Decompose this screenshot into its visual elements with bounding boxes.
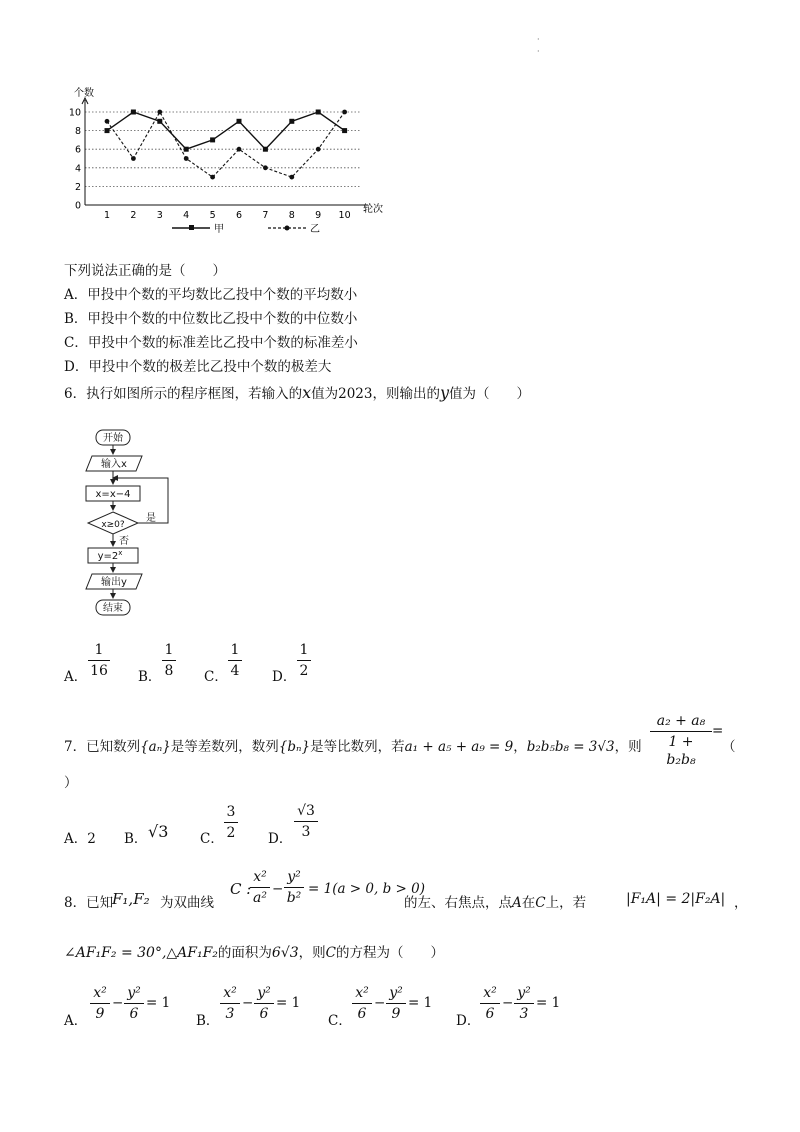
x-tick-label-8: 8: [288, 210, 295, 221]
q8-opt-d-frac2: [514, 984, 534, 1023]
point-a-10: [342, 128, 347, 133]
q8-opt-c-x2: x²: [355, 985, 369, 1001]
q8-opt-b-d1: 3: [225, 1006, 235, 1022]
q7-opt-c-den: 2: [226, 825, 236, 841]
y-tick-label-8: 8: [74, 126, 81, 138]
q7-stem: [64, 738, 642, 756]
chart-axes: [82, 98, 368, 205]
point-a-1: [105, 128, 110, 133]
q7-equals: =: [712, 723, 724, 739]
q6-opt-b-den: 8: [164, 663, 174, 679]
flow-no: 否: [119, 536, 129, 547]
q8-comma: ，: [734, 895, 748, 911]
point-b-5: [210, 175, 215, 180]
chart-ticks: [69, 108, 351, 222]
point-a-5: [210, 137, 215, 142]
series-line-a: [107, 112, 345, 149]
q6-stem-part1: 6．执行如图所示的程序框图，若输入的: [64, 386, 303, 402]
q8-opt-c-d1: 6: [357, 1006, 367, 1022]
q5-option-d: D．甲投中个数的极差比乙投中个数的极差大: [64, 359, 332, 375]
legend-marker-b: [285, 226, 290, 231]
q8-opt-a-minus: −: [112, 995, 124, 1011]
x-tick-label-9: 9: [315, 210, 322, 221]
q8-part8: 的方程为（ ）: [336, 945, 445, 961]
point-a-4: [184, 147, 189, 152]
y-tick-label-0: 0: [74, 200, 81, 212]
point-a-9: [316, 110, 321, 115]
q8-frac-x: [250, 868, 270, 907]
q8-opt-a-x2: x²: [93, 985, 107, 1001]
flowchart: [76, 426, 186, 618]
point-a-8: [289, 119, 294, 124]
x-tick-label-3: 3: [156, 210, 163, 221]
q7-cond2: b₂b₅b₈ = 3√3: [526, 739, 615, 755]
flow-y-base: y=2: [97, 551, 119, 562]
q8-opt-d-frac1: [480, 984, 500, 1023]
q8-opt-c-y2: y²: [389, 985, 403, 1001]
q8-part2: 为双曲线: [160, 895, 214, 911]
flow-yes: 是: [146, 513, 156, 524]
q8-part6: 的面积为: [217, 945, 272, 961]
q6-opt-c-label: C．: [204, 669, 228, 685]
y-tick-label-10: 10: [68, 107, 81, 119]
q8-curve-c: C: [535, 895, 546, 911]
q7-paren-open: （: [722, 739, 736, 755]
q8-line1-rest: [404, 894, 586, 912]
q6-stem-part3: 值为（ ）: [449, 386, 531, 402]
q8-opt-d-d1: 6: [485, 1006, 495, 1022]
flow-end: 结束: [103, 603, 123, 614]
q6-opt-c-frac: [228, 641, 242, 680]
q8-opt-d-eq: = 1: [536, 995, 561, 1011]
q8-opt-a-y2: y²: [127, 985, 141, 1001]
q7-opt-d-den: 3: [301, 824, 311, 840]
q8-opt-c-d2: 9: [391, 1006, 401, 1022]
q6-opt-a-label: A．: [64, 669, 88, 685]
flow-y-exp: x: [118, 549, 123, 557]
flow-y-assign: [98, 549, 123, 562]
q8-part7: ，则: [298, 945, 326, 961]
q8-foci: F₁,F₂: [112, 890, 150, 908]
q8-opt-b-frac2: [254, 984, 274, 1023]
q8-opt-c-frac1: [352, 984, 372, 1023]
q7-opt-c-num: 3: [226, 804, 236, 820]
q5-option-a: A．甲投中个数的平均数比乙投中个数的平均数小: [64, 287, 358, 303]
line-chart: [60, 84, 390, 236]
q7-frac-num: a₂ + a₈: [656, 713, 706, 729]
q8-angle: ∠AF₁F₂ = 30°,△AF₁F₂: [64, 945, 218, 961]
q8-a2: a²: [253, 890, 267, 906]
x-tick-label-6: 6: [235, 210, 243, 221]
point-b-3: [157, 110, 162, 115]
series-line-b: [107, 112, 345, 177]
q7-opt-d-label: D．: [268, 831, 293, 847]
q7-part1: 7．已知数列: [64, 739, 141, 755]
q8-opt-b-frac1: [220, 984, 240, 1023]
q7-seq-a: {aₙ}: [140, 739, 171, 755]
flow-start: 开始: [103, 433, 123, 444]
q8-opt-b-x2: x²: [223, 985, 237, 1001]
legend-marker-a: [189, 225, 194, 230]
q7-opt-b-label: B．: [124, 831, 148, 847]
q7-cond1: a₁ + a₅ + a₉ = 9: [404, 739, 514, 755]
q6-opt-d-num: 1: [299, 642, 309, 658]
q7-part2: 是等差数列，数列: [170, 739, 279, 755]
x-tick-label-4: 4: [183, 210, 190, 221]
q8-opt-c-frac2: [386, 984, 406, 1023]
q8-part3: 的左、右焦点，点: [404, 895, 512, 911]
q5-option-b: B．甲投中个数的中位数比乙投中个数的中位数小: [64, 311, 358, 327]
q8-minus: −: [272, 881, 284, 897]
q8-opt-d-y2: y²: [517, 985, 531, 1001]
q8-point-a: A: [512, 895, 522, 911]
q7-option-a: A．2: [64, 831, 96, 847]
x-tick-label-1: 1: [103, 210, 111, 221]
q6-opt-a-frac: [88, 641, 110, 680]
q5-stem: 下列说法正确的是（ ）: [64, 263, 226, 279]
q8-opt-b-y2: y²: [257, 985, 271, 1001]
flow-assign: x=x−4: [95, 489, 131, 500]
q8-opt-a-eq: = 1: [146, 995, 171, 1011]
q8-opt-a-frac2: [124, 984, 144, 1023]
q7-part4: ，则: [614, 739, 642, 755]
q8-opt-c-label: C．: [328, 1013, 352, 1029]
q8-part5: 上，若: [545, 895, 587, 911]
point-b-4: [184, 156, 189, 161]
x-tick-label-2: 2: [130, 210, 137, 221]
q6-stem-part2: 值为2023，则输出的: [311, 386, 440, 402]
q8-opt-d-x2: x²: [483, 985, 497, 1001]
q8-opt-b-label: B．: [196, 1013, 220, 1029]
q8-line2: [64, 944, 444, 962]
q8-opt-c-eq: = 1: [408, 995, 433, 1011]
chart-series: [105, 110, 348, 180]
y-tick-label-4: 4: [74, 163, 81, 175]
q5-option-c: C．甲投中个数的标准差比乙投中个数的标准差小: [64, 335, 358, 351]
q8-b2: b²: [286, 890, 302, 906]
q6-var-x: x: [302, 383, 312, 402]
corner-dots: · ·: [537, 35, 540, 56]
q8-part4: 在: [521, 895, 536, 911]
point-a-2: [131, 110, 136, 115]
q7-paren-close: ）: [64, 775, 78, 791]
q8-curve: C :: [230, 880, 252, 898]
y-tick-label-2: 2: [74, 181, 81, 193]
point-b-2: [131, 156, 136, 161]
q7-opt-b-val: √3: [148, 822, 169, 841]
q8-opt-d-d2: 3: [519, 1006, 529, 1022]
q8-opt-a-d2: 6: [129, 1006, 139, 1022]
point-a-6: [237, 119, 242, 124]
q8-x2: x²: [253, 869, 267, 885]
q6-opt-c-den: 4: [230, 663, 240, 679]
q7-part3: 是等比数列，若: [310, 739, 405, 755]
q7-opt-c-frac: [224, 803, 238, 842]
q6-var-y: y: [439, 383, 450, 402]
q8-curve-c2: C: [325, 945, 337, 961]
q8-frac-y: [284, 868, 304, 907]
legend-label-b: 乙: [310, 224, 320, 235]
point-a-7: [263, 147, 268, 152]
q8-opt-b-eq: = 1: [276, 995, 301, 1011]
point-b-10: [342, 110, 347, 115]
q6-opt-c-num: 1: [230, 642, 240, 658]
q8-opt-a-label: A．: [64, 1013, 88, 1029]
q7-comma1: ，: [513, 739, 527, 755]
q6-stem: [64, 384, 530, 403]
q6-opt-b-label: B．: [138, 669, 162, 685]
legend-label-a: 甲: [214, 224, 224, 235]
q6-opt-d-label: D．: [272, 669, 297, 685]
q7-opt-c-label: C．: [200, 831, 224, 847]
q6-opt-d-den: 2: [299, 663, 309, 679]
y-tick-label-6: 6: [74, 144, 81, 156]
q6-opt-a-num: 1: [94, 642, 104, 658]
x-tick-label-5: 5: [209, 210, 216, 221]
q6-opt-b-num: 1: [164, 642, 174, 658]
point-b-9: [316, 147, 321, 152]
y-axis-title: 个数: [74, 88, 94, 99]
point-b-7: [263, 165, 268, 170]
flow-cond: x≥0?: [101, 520, 125, 530]
q8-opt-b-minus: −: [242, 995, 254, 1011]
q7-seq-b: {bₙ}: [278, 739, 311, 755]
q7-fraction: [650, 712, 712, 769]
flow-input: 输入x: [101, 459, 127, 470]
q8-area: 6√3: [271, 945, 299, 961]
q7-opt-d-frac: [294, 802, 318, 841]
flow-output: 输出y: [101, 577, 127, 588]
x-tick-label-10: 10: [338, 210, 351, 221]
q8-opt-a-frac1: [90, 984, 110, 1023]
point-a-3: [157, 119, 162, 124]
q8-opt-a-d1: 9: [95, 1006, 105, 1022]
point-b-6: [237, 147, 242, 152]
q6-opt-a-den: 16: [90, 663, 108, 679]
q8-y2: y²: [287, 869, 301, 885]
q7-frac-den: 1 + b₂b₈: [666, 734, 696, 768]
q8-condition: = 1(a > 0, b > 0): [308, 881, 425, 897]
point-b-8: [289, 175, 294, 180]
point-b-1: [105, 119, 110, 124]
q8-opt-b-d2: 6: [259, 1006, 269, 1022]
q8-ratio: |F₁A| = 2|F₂A|: [626, 891, 726, 907]
q8-opt-c-minus: −: [374, 995, 386, 1011]
q8-opt-d-label: D．: [456, 1013, 481, 1029]
q7-opt-d-num: √3: [297, 803, 315, 819]
q6-opt-d-frac: [297, 641, 311, 680]
q6-opt-b-frac: [162, 641, 176, 680]
x-axis-title: 轮次: [363, 204, 383, 215]
x-tick-label-7: 7: [262, 210, 269, 221]
q8-part1: 8．已知: [64, 895, 114, 911]
q8-opt-d-minus: −: [502, 995, 514, 1011]
